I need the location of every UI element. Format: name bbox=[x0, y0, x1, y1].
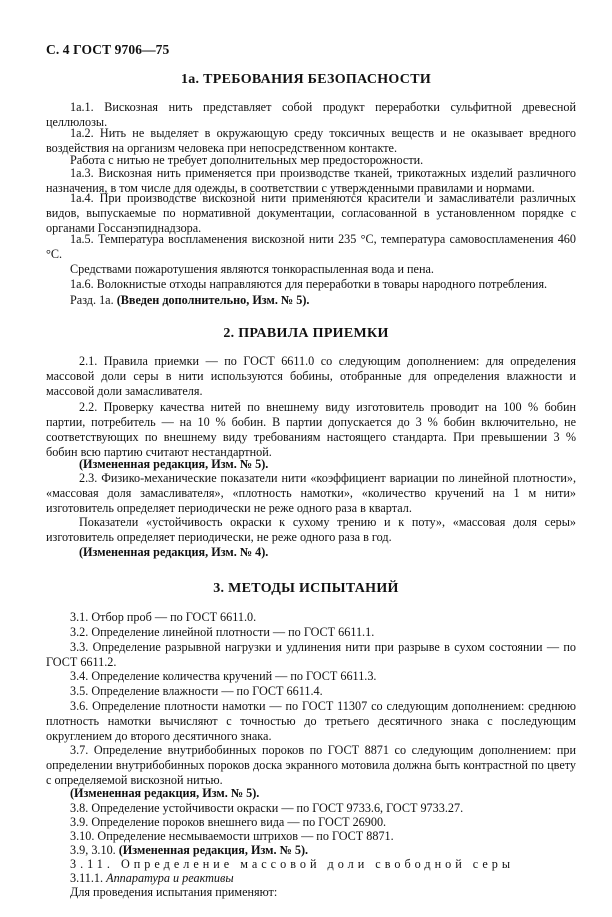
page-header: С. 4 ГОСТ 9706—75 bbox=[46, 42, 170, 57]
paragraph-3-2: 3.2. Определение линейной плотности — по ГОСТ 6611.1. bbox=[70, 625, 375, 639]
section-3-note-2 bbox=[46, 843, 576, 858]
paragraph-3-6: 3.6. Определение плотности намотки — по ГОСТ 11307 со следующим дополнением: среднюю плотность намотки вычисляют с точностью до третьего десятичного знака с последующим округлением до второго десятичного знака. bbox=[46, 699, 576, 743]
paragraph-3-4: 3.4. Определение количества кручений — по ГОСТ 6611.3. bbox=[70, 669, 377, 683]
section-2-note-2: (Измененная редакция, Изм. № 4). bbox=[79, 545, 269, 559]
paragraph-3-11: 3.11. Определение массовой доли свободной серы bbox=[70, 857, 515, 871]
section-2-note-1: (Измененная редакция, Изм. № 5). bbox=[79, 457, 269, 471]
paragraph-1a-3: 1а.3. Вискозная нить применяется при производстве тканей, трикотажных изделий различного назначения, в том числе для одежды, в соответствии с утвержденными правилами и нормами. bbox=[46, 166, 576, 195]
paragraph-2-3: 2.3. Физико-механические показатели нити «коэффициент вариации по линейной плотности», «массовая доля замасливателя», «плотность намотки», «количество кручений на 1 м нити» изготовитель определяет периодически не реже одного раза в квартал. bbox=[46, 471, 576, 515]
note-text: (Введен дополнительно, Изм. № 5). bbox=[116, 293, 310, 307]
note-prefix: Разд. 1а. bbox=[70, 293, 114, 307]
paragraph-2-3-cont: Показатели «устойчивость окраски к сухому трению и к поту», «массовая доля серы» изготовитель определяет периодически, не реже одного раза в год. bbox=[46, 515, 576, 544]
paragraph-apply: Для проведения испытания применяют: bbox=[70, 885, 278, 899]
note-text: (Измененная редакция, Изм. № 5). bbox=[118, 843, 309, 857]
paragraph-3-9: 3.9. Определение пороков внешнего вида — по ГОСТ 26900. bbox=[70, 815, 387, 829]
clause-title: Аппаратура и реактивы bbox=[106, 871, 234, 885]
paragraph-3-1: 3.1. Отбор проб — по ГОСТ 6611.0. bbox=[70, 610, 257, 624]
clause-number: 3.11.1. bbox=[70, 871, 104, 885]
paragraph-1a-6: 1а.6. Волокнистые отходы направляются для переработки в товары народного потребления. bbox=[70, 277, 548, 291]
section-2-title: 2. ПРАВИЛА ПРИЕМКИ bbox=[223, 326, 389, 341]
section-1a-note bbox=[46, 293, 576, 308]
note-prefix: 3.9, 3.10. bbox=[70, 843, 116, 857]
paragraph-3-11-1 bbox=[46, 871, 576, 886]
paragraph-1a-4: 1а.4. При производстве вискозной нити применяются красители и замасливатели различных видов, выпускаемые по нормативной документации, согласованной в установленном порядке с органами Госсанэпиднадзора. bbox=[46, 191, 576, 235]
paragraph-3-7: 3.7. Определение внутрибобинных пороков по ГОСТ 8871 со следующим дополнением: при определении внутрибобинных пороков доска экранного мотовила должна быть контрастной по цвету с определяемой вискозной нитью. bbox=[46, 743, 576, 787]
paragraph-3-5: 3.5. Определение влажности — по ГОСТ 6611.4. bbox=[70, 684, 323, 698]
section-3-note-1: (Измененная редакция, Изм. № 5). bbox=[70, 786, 260, 800]
paragraph-2-2: 2.2. Проверку качества нитей по внешнему виду изготовитель проводит на 100 % бобин партии, потребитель — на 10 % бобин. В партии допускается до 3 % бобин включительно, не соответствующих по внешнему виду требованиям настоящего стандарта. При превышении 3 % бобин всю партию считают нестандартной. bbox=[46, 400, 576, 459]
paragraph-1a-5-note: Средствами пожаротушения являются тонкораспыленная вода и пена. bbox=[70, 262, 434, 276]
paragraph-1a-2: 1а.2. Нить не выделяет в окружающую среду токсичных веществ и не оказывает вредного воздействия на организм человека при непосредственном контакте. bbox=[46, 126, 576, 155]
paragraph-1a-1: 1а.1. Вискозная нить представляет собой продукт переработки сульфитной древесной целлюлозы. bbox=[46, 100, 576, 129]
paragraph-3-3: 3.3. Определение разрывной нагрузки и удлинения нити при разрыве в сухом состоянии — по ГОСТ 6611.2. bbox=[46, 640, 576, 669]
section-3-title: 3. МЕТОДЫ ИСПЫТАНИЙ bbox=[213, 581, 399, 596]
paragraph-1a-5: 1а.5. Температура воспламенения вискозной нити 235 °С, температура самовоспламенения 460 °С. bbox=[46, 232, 576, 261]
paragraph-2-1: 2.1. Правила приемки — по ГОСТ 6611.0 со следующим дополнением: для определения массовой доли серы в нити используются бобины, отобранные для определения влажности и массовой доли замасливателя. bbox=[46, 354, 576, 398]
paragraph-3-8: 3.8. Определение устойчивости окраски — по ГОСТ 9733.6, ГОСТ 9733.27. bbox=[70, 801, 464, 815]
section-1a-title: 1а. ТРЕБОВАНИЯ БЕЗОПАСНОСТИ bbox=[180, 72, 432, 87]
paragraph-3-10: 3.10. Определение несмываемости штрихов — по ГОСТ 8871. bbox=[70, 829, 394, 843]
paragraph-1a-2-note: Работа с нитью не требует дополнительных мер предосторожности. bbox=[70, 153, 424, 167]
